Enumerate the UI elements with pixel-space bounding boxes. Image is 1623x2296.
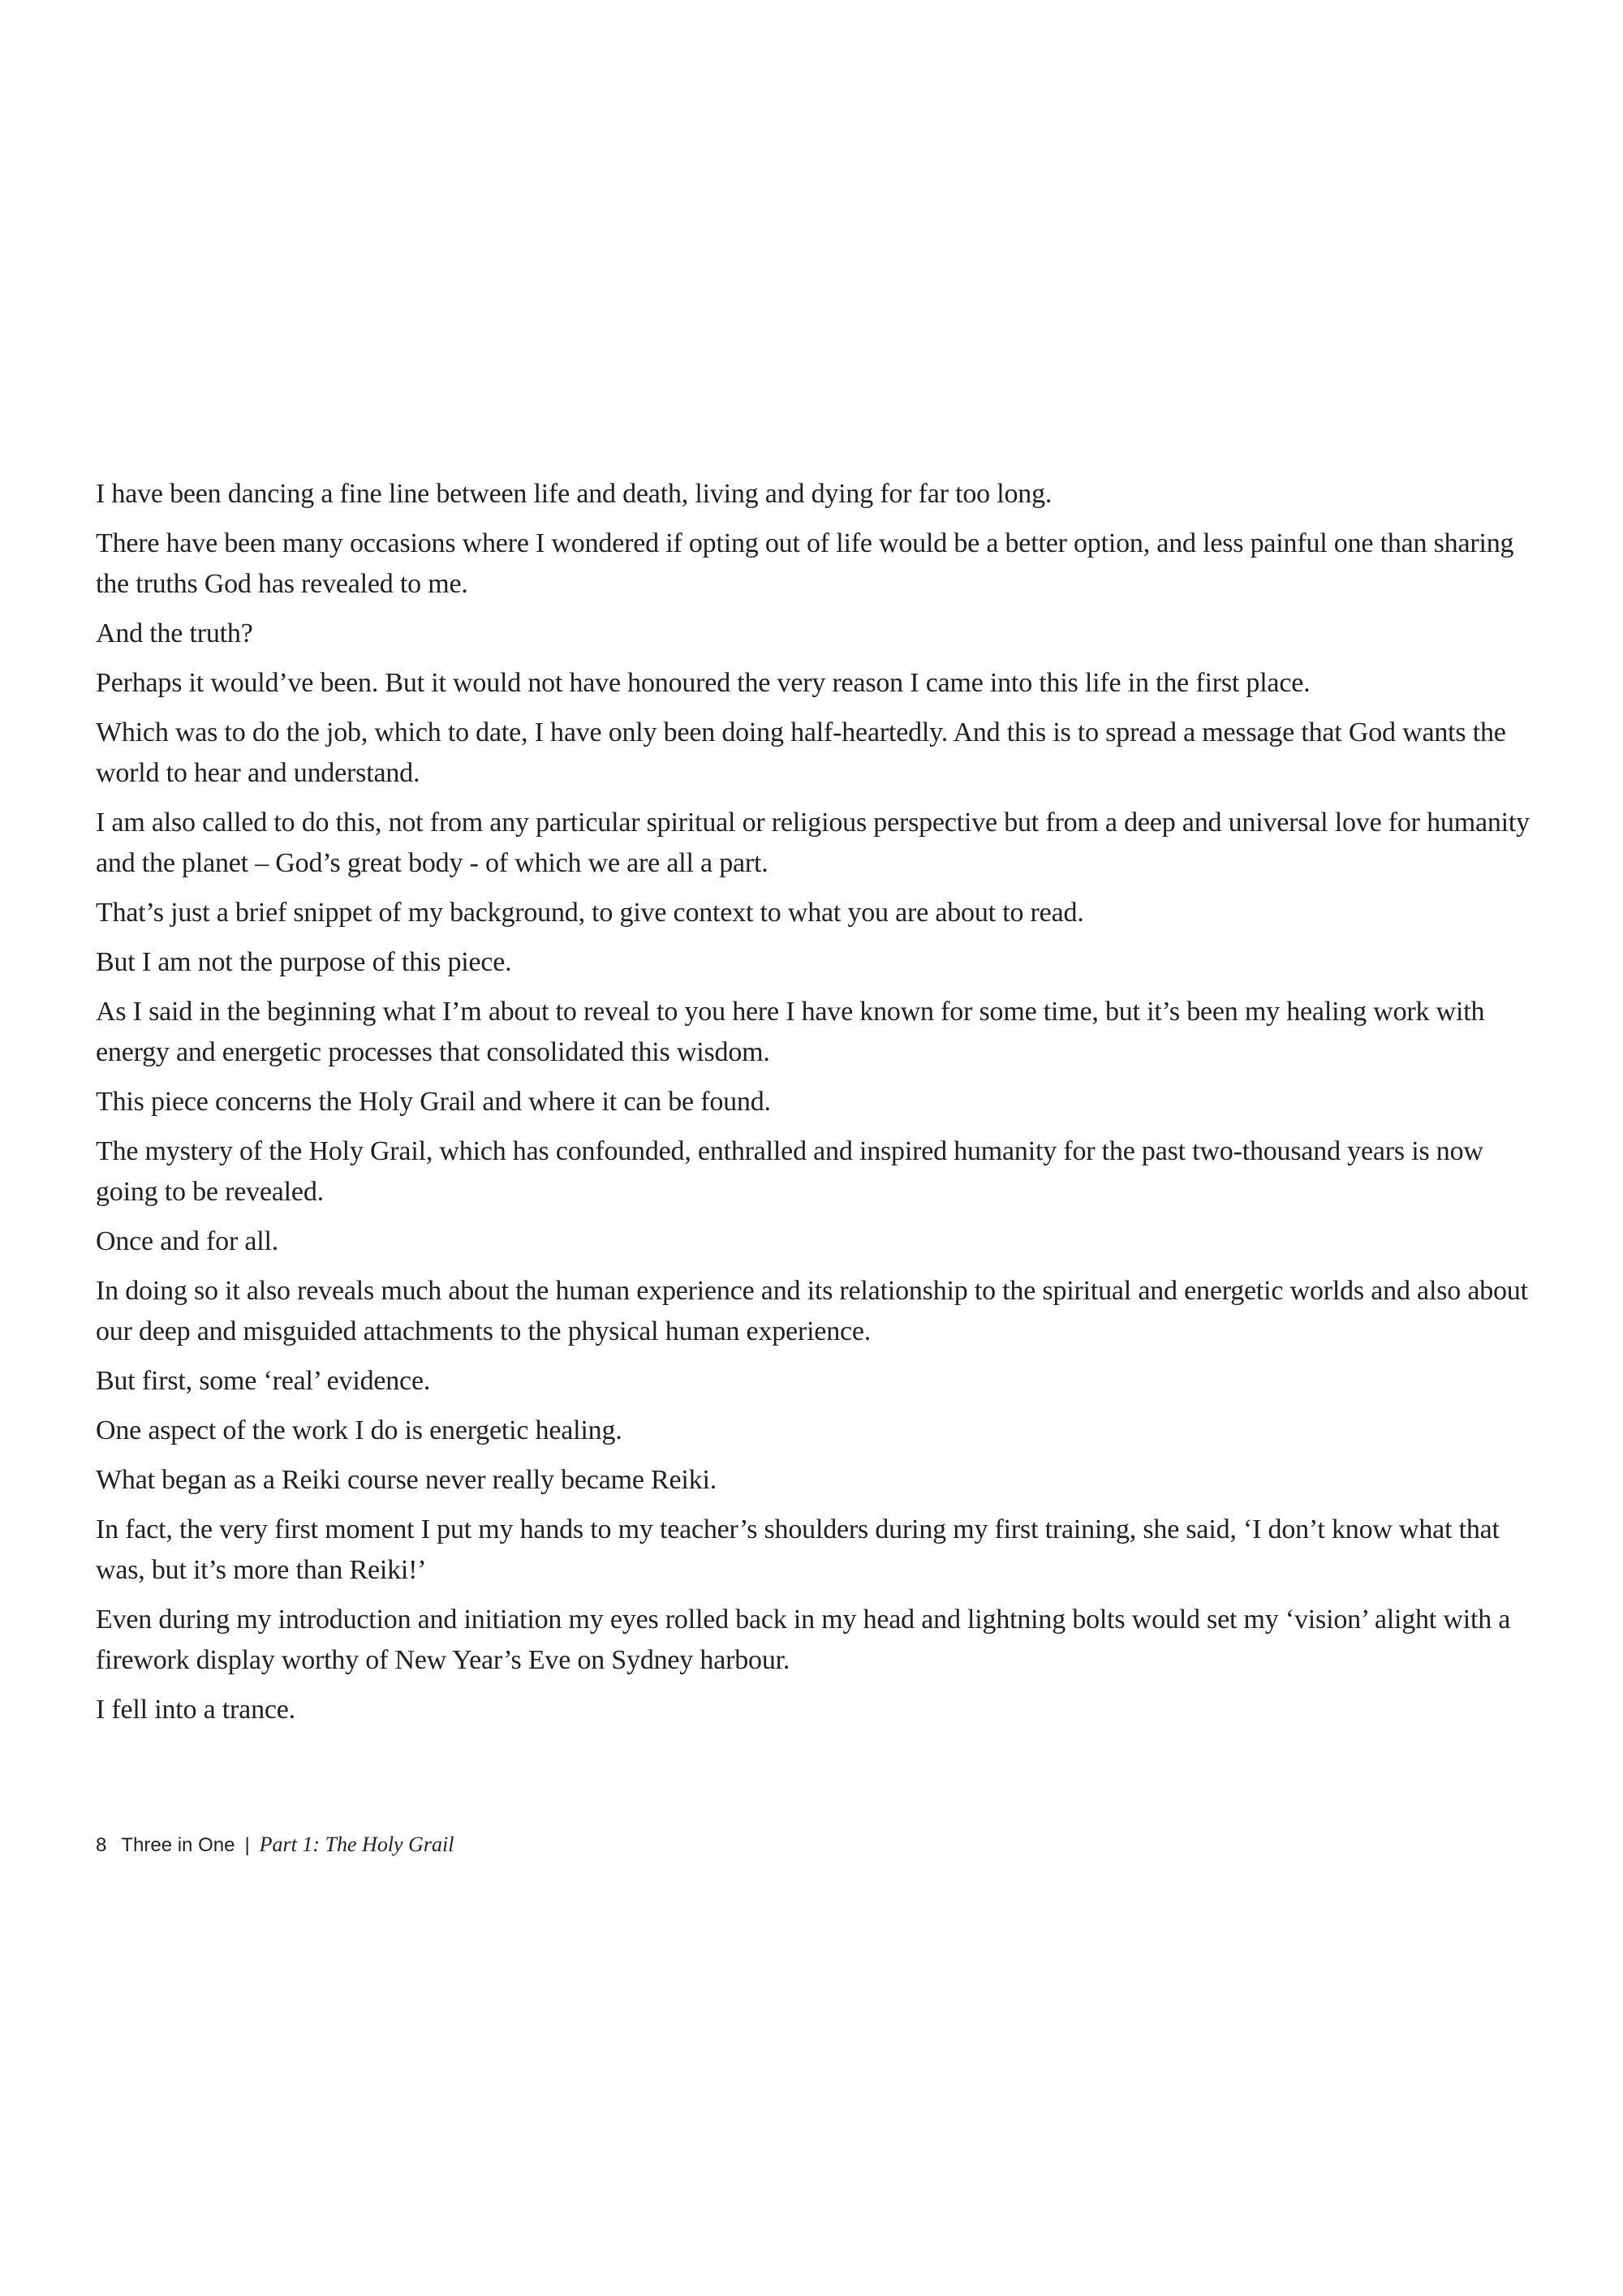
footer-separator: | xyxy=(244,1834,250,1856)
paragraph: I fell into a trance. xyxy=(96,1695,295,1725)
paragraph: Even during my introduction and initiation my eyes rolled back in my head and lightning bolts would set my ‘vision’ alight with a firework display worthy of New Year’s Eve on Sydney harbour. xyxy=(96,1605,1511,1675)
page-footer xyxy=(96,1833,454,1865)
paragraph: That’s just a brief snippet of my background, to give context to what you are about to read. xyxy=(96,898,1084,928)
body-text xyxy=(96,474,1540,1739)
paragraph: I am also called to do this, not from any particular spiritual or religious perspective but from a deep and universal love for humanity and the planet – God’s great body - of which we are all a part. xyxy=(96,808,1530,878)
paragraph: But first, some ‘real’ evidence. xyxy=(96,1366,431,1396)
paragraph: The mystery of the Holy Grail, which has confounded, enthralled and inspired humanity for the past two-thousand years is now going to be revealed. xyxy=(96,1136,1483,1207)
paragraph: In doing so it also reveals much about the human experience and its relationship to the spiritual and energetic worlds and also about our deep and misguided attachments to the physical human experience. xyxy=(96,1276,1528,1346)
paragraph: Perhaps it would’ve been. But it would not have honoured the very reason I came into this life in the first place. xyxy=(96,668,1311,698)
paragraph: Once and for all. xyxy=(96,1226,279,1256)
paragraph: And the truth? xyxy=(96,618,253,648)
page-number: 8 xyxy=(96,1834,107,1856)
paragraph: Which was to do the job, which to date, I have only been doing half-heartedly. And this is to spread a message that God wants the world to hear and understand. xyxy=(96,717,1506,788)
paragraph: One aspect of the work I do is energetic healing. xyxy=(96,1415,622,1445)
paragraph: I have been dancing a fine line between life and death, living and dying for far too long. xyxy=(96,479,1053,509)
paragraph: In fact, the very first moment I put my hands to my teacher’s shoulders during my first training, she said, ‘I don’t know what that was, but it’s more than Reiki!’ xyxy=(96,1514,1500,1585)
paragraph: There have been many occasions where I wondered if opting out of life would be a better option, and less painful one than sharing the truths God has revealed to me. xyxy=(96,528,1514,599)
paragraph: What began as a Reiki course never really became Reiki. xyxy=(96,1465,717,1495)
paragraph: This piece concerns the Holy Grail and where it can be found. xyxy=(96,1087,771,1117)
paragraph: But I am not the purpose of this piece. xyxy=(96,947,512,977)
section-title: Part 1: The Holy Grail xyxy=(259,1833,454,1856)
book-title: Three in One xyxy=(121,1834,235,1856)
paragraph: As I said in the beginning what I’m about to reveal to you here I have known for some time, but it’s been my healing work with energy and energetic processes that consolidated this wisdom. xyxy=(96,997,1485,1067)
